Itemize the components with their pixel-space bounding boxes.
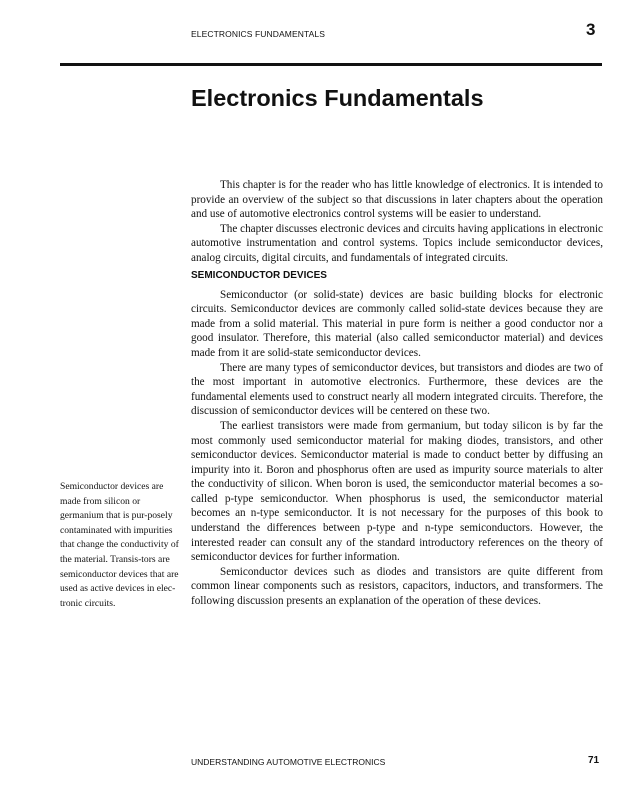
section-paragraph-3: The earliest transistors were made from germanium, but today silicon is by far the most commonly used semiconductor material for making diodes, transistors, and other semiconductor devices. Semiconductor material is made to conduct better by diffusing an impurity into it. Boron and phosphorus often are used as impurity source materials to alter the conductivity of silicon. When boron is used, the semiconductor material becomes a so-called p-type semiconductor. When phosphorus is used, the semiconductor material becomes an n-type semiconductor. It is not necessary for the purposes of this book to understand the differences between p-type and n-type semiconductors. However, the interested reader can consult any of the standard introductory references on the theory of semiconductor devices for further information.: [191, 419, 603, 564]
chapter-title: Electronics Fundamentals: [191, 85, 484, 111]
section-paragraph-1: Semiconductor (or solid-state) devices are basic building blocks for electronic circuits. Semiconductor devices are commonly called solid-state devices because they are made from a solid material. This material in pure form is neither a good conductor nor a good insulator. Therefore, this material (also called semiconductor material) and devices made from it are solid-state semiconductor devices.: [191, 288, 603, 359]
margin-note: Semiconductor devices are made from silicon or germanium that is pur-posely contaminated with impurities that change the conductivity of the material. Transis-tors are semiconductor devices that are used as active devices in elec-tronic circuits.: [60, 481, 179, 609]
intro-paragraph-2: The chapter discusses electronic devices and circuits having applications in electronic automotive instrumentation and control systems. Topics include semiconductor devices, analog circuits, digital circuits, and fundamentals of integrated circuits.: [191, 222, 603, 264]
running-foot: UNDERSTANDING AUTOMOTIVE ELECTRONICS: [191, 757, 386, 767]
chapter-number: 3: [586, 20, 596, 39]
section-paragraph-2: There are many types of semiconductor devices, but transistors and diodes are two of the most important in automotive electronics. Furthermore, these devices are the fundamental elements used to construct nearly all modern integrated circuits. Therefore, the discussion of semiconductor devices will be centered on these two.: [191, 361, 603, 418]
section-heading: SEMICONDUCTOR DEVICES: [191, 269, 327, 281]
main-text-column: [191, 178, 603, 609]
section-paragraph-4: Semiconductor devices such as diodes and transistors are quite different from common linear components such as resistors, capacitors, inductors, and transformers. The following discussion presents an explanation of the operation of these devices.: [191, 565, 603, 608]
header-rule: [60, 63, 602, 66]
running-head: ELECTRONICS FUNDAMENTALS: [191, 29, 326, 39]
page-number: 71: [588, 755, 600, 766]
intro-paragraph-1: This chapter is for the reader who has little knowledge of electronics. It is intended to provide an overview of the subject so that discussions in later chapters about the operation and use of automotive electronics control systems will be easier to understand.: [191, 179, 603, 221]
